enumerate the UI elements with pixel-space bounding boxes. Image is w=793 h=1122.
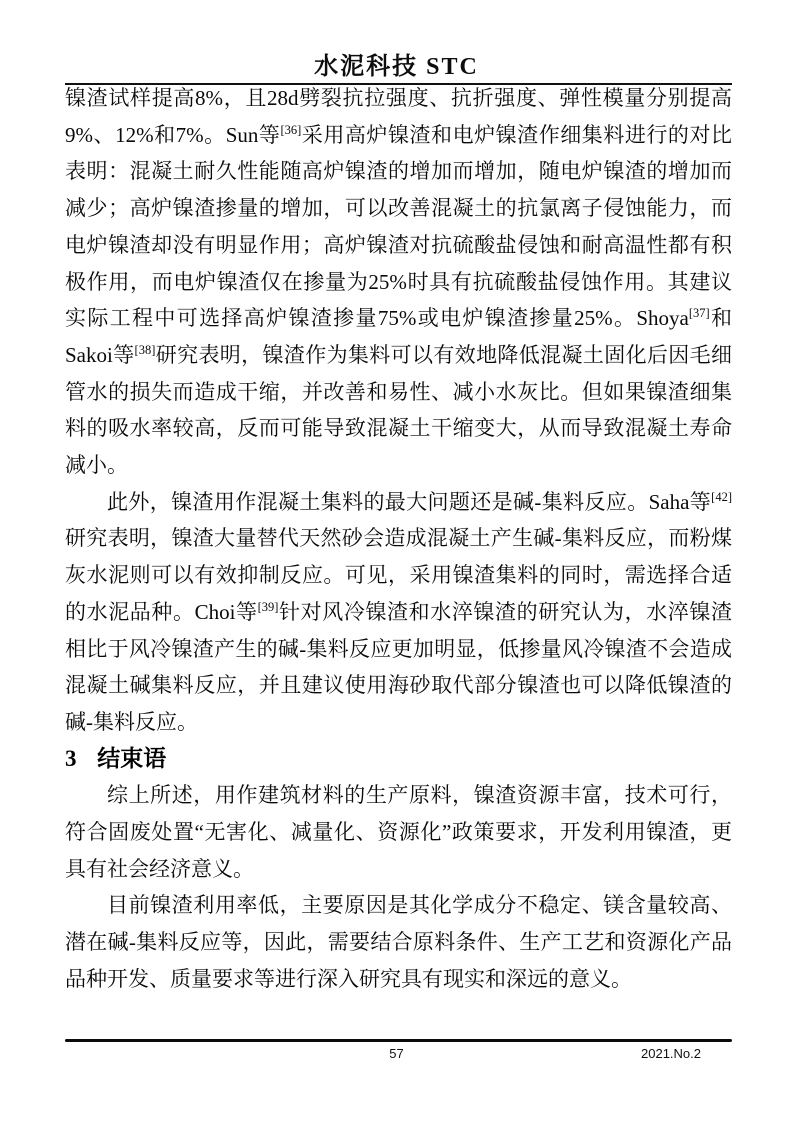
- citation-ref: [38]: [134, 342, 156, 357]
- page-number: 57: [389, 1046, 404, 1061]
- citation-ref: [42]: [711, 489, 732, 504]
- section-heading: [65, 741, 732, 778]
- body-paragraph: 目前镍渣利用率低，主要原因是其化学成分不稳定、镁含量较高、潜在碱-集料反应等，因此，需要结合原料条件、生产工艺和资源化产品品种开发、质量要求等进行深入研究具有现实和深远的意义。: [65, 893, 732, 991]
- article-body: [65, 80, 732, 998]
- body-paragraph: 综上所述，用作建筑材料的生产原料，镍渣资源丰富，技术可行，符合固废处置“无害化、减量化、资源化”政策要求，开发利用镍渣，更具有社会经济意义。: [65, 783, 732, 881]
- body-paragraph: 镍渣试样提高8%，且28d劈裂抗拉强度、抗折强度、弹性模量分别提高9%、12%和7%。Sun等[36]采用高炉镍渣和电炉镍渣作细集料进行的对比表明：混凝土耐久性能随高炉镍渣的增加而增加，随电炉镍渣的增加而减少；高炉镍渣掺量的增加，可以改善混凝土的抗氯离子侵蚀能力，而电炉镍渣却没有明显作用；高炉镍渣对抗硫酸盐侵蚀和耐高温性都有积极作用，而电炉镍渣仅在掺量为25%时具有抗硫酸盐侵蚀作用。其建议实际工程中可选择高炉镍渣掺量75%或电炉镍渣掺量25%。Shoya[37]和Sakoi等[38]研究表明，镍渣作为集料可以有效地降低混凝土固化后因毛细管水的损失而造成干缩，并改善和易性、减小水灰比。但如果镍渣细集料的吸水率较高，反而可能导致混凝土干缩变大，从而导致混凝土寿命减小。: [65, 86, 733, 478]
- citation-ref: [36]: [280, 122, 302, 137]
- issue-number: 2021.No.2: [641, 1046, 701, 1061]
- journal-title: 水泥科技 STC: [314, 54, 479, 80]
- section-number: 3: [65, 745, 77, 771]
- footer-rule: [65, 1039, 732, 1042]
- body-paragraph: 此外，镍渣用作混凝土集料的最大问题还是碱-集料反应。Saha等[42]研究表明，镍渣大量替代天然砂会造成混凝土产生碱-集料反应，而粉煤灰水泥则可以有效抑制反应。可见，采用镍渣集料的同时，需选择合适的水泥品种。Choi等[39]针对风冷镍渣和水淬镍渣的研究认为，水淬镍渣相比于风冷镍渣产生的碱-集料反应更加明显，低掺量风冷镍渣不会造成混凝土碱集料反应，并且建议使用海砂取代部分镍渣也可以降低镍渣的碱-集料反应。: [65, 489, 732, 734]
- section-title: 结束语: [97, 745, 167, 771]
- citation-ref: [39]: [257, 599, 279, 614]
- citation-ref: [37]: [688, 306, 710, 321]
